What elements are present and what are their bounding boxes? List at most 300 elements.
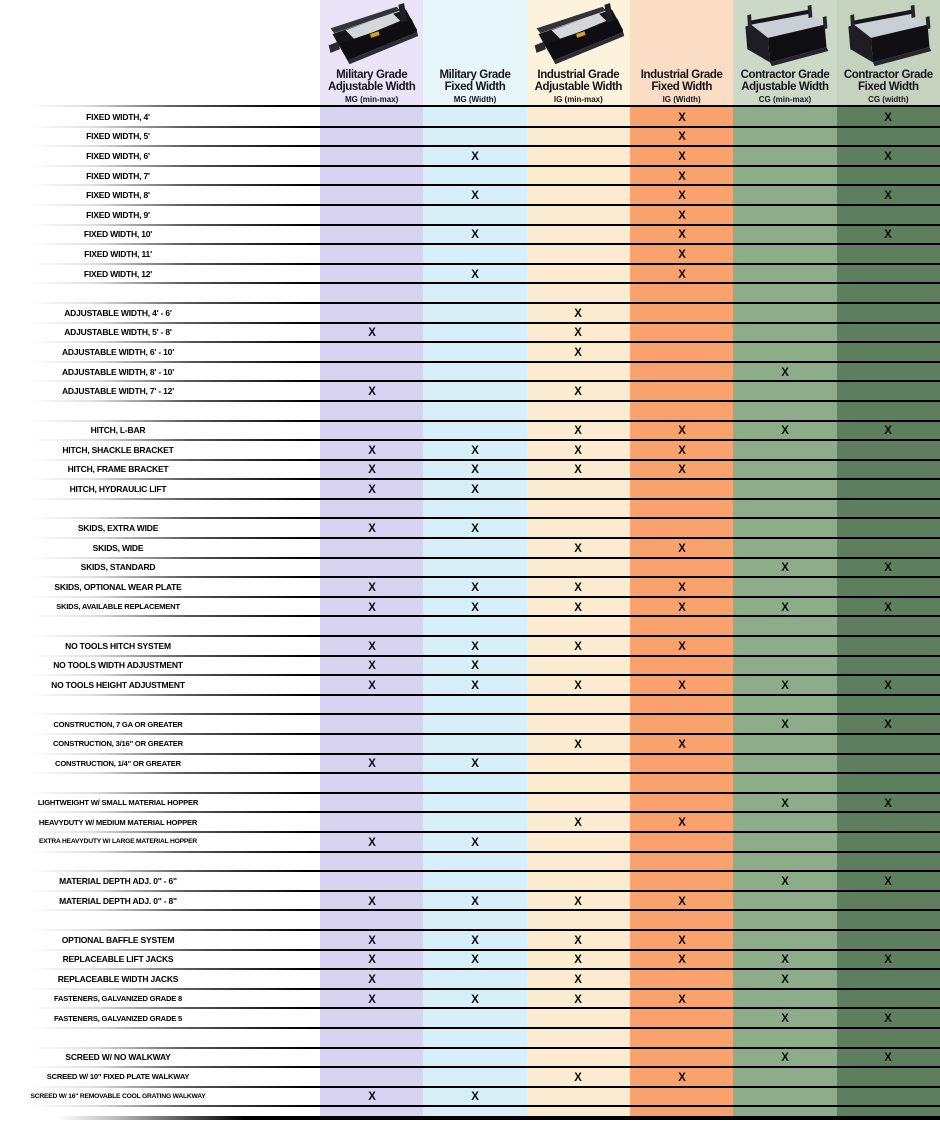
mark-cell-x-cg-adjustable [733,871,836,891]
mark-cell-empty-ig-adjustable [527,871,630,891]
mark-cell-empty-ig-fixed [630,303,733,323]
mark-cell-x-cg-adjustable [733,558,836,578]
mark-cell-empty-cg-fixed [837,518,940,538]
feature-label: SKIDS, STANDARD [80,562,156,573]
mark-cell-empty-ig-adjustable [527,518,630,538]
mark-cell-x-cg-fixed [837,146,940,166]
mark-cell-x-ig-fixed [630,440,733,460]
mark-cell-x-ig-fixed [630,538,733,558]
mark-cell-empty-cg-fixed [837,264,940,284]
mark-cell-x-mg-fixed [423,146,526,166]
x-mark: X [367,325,376,340]
mark-cell-x-mg-adjustable [320,381,423,401]
x-mark: X [574,580,583,595]
mark-cell-empty-cg-fixed [837,812,940,832]
x-mark: X [677,893,686,908]
mark-cell-x-cg-adjustable [733,1048,836,1068]
mark-cell-empty-ig-fixed [630,323,733,343]
mark-cell-x-ig-fixed [630,989,733,1009]
mark-cell-empty-cg-fixed [837,205,940,225]
x-mark: X [471,599,479,614]
mark-cell-empty-cg-fixed [837,1087,940,1107]
mark-cell-empty-cg-adjustable [733,440,836,460]
mark-cell-x-ig-adjustable [527,577,630,597]
mark-cell-x-ig-fixed [630,636,733,656]
mark-cell-empty-cg-fixed [837,989,940,1009]
mark-cell-x-ig-fixed [630,127,733,147]
column-header-cg-adjustable [733,0,836,107]
x-mark: X [884,227,893,242]
mark-cell-x-mg-adjustable [320,479,423,499]
mark-cell-x-mg-adjustable [320,930,423,950]
mark-cell-x-ig-fixed [630,812,733,832]
mark-cell-empty-ig-fixed [630,714,733,734]
mark-cell-empty-mg-fixed [423,558,526,578]
x-mark: X [677,188,686,203]
mark-cell-x-cg-fixed [837,107,940,127]
x-mark: X [471,658,479,673]
x-mark: X [884,423,893,438]
mark-cell-empty-cg-adjustable [733,930,836,950]
mark-cell-empty-cg-fixed [837,577,940,597]
x-mark: X [781,795,789,810]
feature-row [0,146,940,166]
mark-cell-x-mg-adjustable [320,754,423,774]
x-mark: X [884,148,893,163]
x-mark: X [471,756,479,771]
x-mark: X [471,266,479,281]
mark-cell-empty-mg-fixed [423,421,526,441]
mark-cell-x-cg-adjustable [733,969,836,989]
mark-cell-x-ig-fixed [630,1067,733,1087]
mark-cell-x-mg-fixed [423,1087,526,1107]
mark-cell-x-ig-adjustable [527,969,630,989]
mark-cell-empty-cg-adjustable [733,812,836,832]
mark-cell-x-mg-fixed [423,440,526,460]
mark-cell-x-mg-adjustable [320,656,423,676]
feature-row [0,793,940,813]
feature-row [0,714,940,734]
mark-cell-empty-ig-adjustable [527,146,630,166]
feature-label: FIXED WIDTH, 9' [86,209,150,220]
x-mark: X [677,168,686,183]
mark-cell-x-ig-fixed [630,166,733,186]
column-subtitle: IG (Width) [662,95,701,104]
x-mark: X [781,423,789,438]
mark-cell-empty-mg-adjustable [320,185,423,205]
mark-cell-empty-cg-fixed [837,734,940,754]
contractor-box-image [736,2,834,68]
x-mark: X [574,442,583,457]
feature-row [0,205,940,225]
mark-cell-x-mg-fixed [423,950,526,970]
feature-label: ADJUSTABLE WIDTH, 4' - 6' [64,307,172,318]
mark-cell-empty-ig-adjustable [527,127,630,147]
feature-label: HITCH, HYDRAULIC LIFT [69,484,167,495]
feature-label: FIXED WIDTH, 11' [84,248,152,259]
column-title-line2: Adjustable Width [327,80,416,93]
mark-cell-x-ig-adjustable [527,381,630,401]
feature-label: MATERIAL DEPTH ADJ. 0" - 8" [59,895,177,906]
mark-cell-x-cg-fixed [837,421,940,441]
x-mark: X [884,1050,893,1065]
x-mark: X [471,932,479,947]
mark-cell-x-ig-fixed [630,107,733,127]
mark-cell-empty-cg-adjustable [733,989,836,1009]
mark-cell-x-mg-fixed [423,754,526,774]
feature-label: FIXED WIDTH, 8' [86,190,150,201]
mark-cell-x-ig-adjustable [527,734,630,754]
mark-cell-x-cg-fixed [837,675,940,695]
mark-cell-empty-cg-fixed [837,538,940,558]
x-mark: X [884,1011,893,1026]
mark-cell-empty-mg-fixed [423,812,526,832]
feature-row [0,812,940,832]
x-mark: X [367,638,376,653]
mark-cell-x-ig-adjustable [527,440,630,460]
mark-cell-x-mg-adjustable [320,597,423,617]
group-gap-row [0,283,940,303]
mark-cell-x-cg-fixed [837,950,940,970]
mark-cell-x-ig-fixed [630,146,733,166]
mark-cell-empty-mg-fixed [423,107,526,127]
mark-cell-x-mg-fixed [423,225,526,245]
mark-cell-empty-ig-fixed [630,656,733,676]
mark-cell-empty-cg-adjustable [733,832,836,852]
mark-cell-empty-ig-adjustable [527,1048,630,1068]
mark-cell-x-mg-fixed [423,636,526,656]
feature-label: SKIDS, WIDE [92,542,144,553]
mark-cell-empty-cg-adjustable [733,342,836,362]
x-mark: X [781,364,789,379]
x-mark: X [367,580,376,595]
feature-row [0,518,940,538]
feature-row [0,264,940,284]
mark-cell-empty-cg-adjustable [733,518,836,538]
mark-cell-x-mg-fixed [423,264,526,284]
product-image-slot [838,0,938,68]
mark-cell-x-mg-adjustable [320,832,423,852]
x-mark: X [367,442,376,457]
mark-cell-empty-cg-fixed [837,244,940,264]
feature-label: MATERIAL DEPTH ADJ. 0" - 6" [59,875,177,886]
mark-cell-empty-cg-fixed [837,362,940,382]
mark-cell-empty-ig-adjustable [527,244,630,264]
mark-cell-x-cg-fixed [837,1048,940,1068]
x-mark: X [471,148,479,163]
x-mark: X [884,717,893,732]
mark-cell-empty-mg-adjustable [320,558,423,578]
x-mark: X [884,560,893,575]
mark-cell-empty-cg-adjustable [733,225,836,245]
feature-label: FIXED WIDTH, 4' [86,111,150,122]
feature-label: FASTENERS, GALVANIZED GRADE 5 [53,1013,183,1023]
feature-row [0,636,940,656]
feature-table [0,107,940,1106]
mark-cell-empty-mg-fixed [423,1048,526,1068]
mark-cell-empty-mg-adjustable [320,1008,423,1028]
x-mark: X [574,423,583,438]
feature-label: HEAVYDUTY W/ MEDIUM MATERIAL HOPPER [38,817,198,827]
column-subtitle: IG (min-max) [553,95,603,104]
mark-cell-empty-cg-adjustable [733,460,836,480]
mark-cell-empty-cg-adjustable [733,479,836,499]
x-mark: X [781,599,789,614]
mark-cell-x-ig-adjustable [527,597,630,617]
mark-cell-x-cg-adjustable [733,362,836,382]
feature-row [0,734,940,754]
column-title-line2: Fixed Width [444,80,506,93]
feature-row [0,421,940,441]
x-mark: X [574,599,583,614]
x-mark: X [367,482,376,497]
column-title-line2: Adjustable Width [741,80,829,93]
x-mark: X [574,893,583,908]
mark-cell-empty-cg-adjustable [733,1087,836,1107]
x-mark: X [367,462,376,477]
bottom-border-line [0,1116,940,1120]
column-header-mg-fixed [423,0,526,107]
x-mark: X [367,834,376,849]
x-mark: X [367,599,376,614]
x-mark: X [574,736,583,751]
mark-cell-x-ig-adjustable [527,675,630,695]
mark-cell-x-mg-adjustable [320,675,423,695]
column-title-line2: Adjustable Width [534,80,623,93]
feature-row [0,989,940,1009]
mark-cell-empty-cg-fixed [837,930,940,950]
mark-cell-empty-cg-fixed [837,479,940,499]
mark-cell-empty-mg-adjustable [320,421,423,441]
column-title-line1: Industrial Grade [537,68,620,81]
group-gap-row [0,695,940,715]
mark-cell-x-ig-adjustable [527,421,630,441]
x-mark: X [574,325,583,340]
mark-cell-empty-ig-adjustable [527,1008,630,1028]
x-mark: X [884,678,893,693]
mark-cell-empty-ig-adjustable [527,558,630,578]
feature-label: SCREED W/ 10" FIXED PLATE WALKWAY [46,1072,190,1082]
mark-cell-empty-cg-fixed [837,381,940,401]
mark-cell-empty-mg-adjustable [320,166,423,186]
feature-row [0,969,940,989]
mark-cell-empty-mg-adjustable [320,342,423,362]
mark-cell-x-mg-fixed [423,930,526,950]
mark-cell-x-ig-adjustable [527,1067,630,1087]
mark-cell-empty-mg-fixed [423,323,526,343]
feature-label: CONSTRUCTION, 1/4" OR GREATER [55,758,181,768]
mark-cell-empty-ig-fixed [630,969,733,989]
x-mark: X [677,109,686,124]
mark-cell-x-mg-adjustable [320,891,423,911]
x-mark: X [471,678,479,693]
feature-row [0,1048,940,1068]
mark-cell-empty-cg-fixed [837,1067,940,1087]
adjustable-screed-image [323,2,421,68]
mark-cell-x-ig-adjustable [527,989,630,1009]
feature-label: FIXED WIDTH, 7' [86,170,150,181]
mark-cell-x-mg-adjustable [320,989,423,1009]
x-mark: X [677,1069,686,1084]
mark-cell-x-ig-fixed [630,577,733,597]
x-mark: X [781,952,789,967]
mark-cell-empty-mg-adjustable [320,1048,423,1068]
mark-cell-empty-cg-adjustable [733,107,836,127]
x-mark: X [471,952,479,967]
group-gap-row [0,852,940,872]
mark-cell-empty-cg-adjustable [733,264,836,284]
mark-cell-empty-ig-fixed [630,1048,733,1068]
mark-cell-x-ig-fixed [630,597,733,617]
mark-cell-empty-ig-fixed [630,558,733,578]
mark-cell-x-mg-fixed [423,518,526,538]
mark-cell-empty-mg-fixed [423,342,526,362]
mark-cell-empty-mg-fixed [423,969,526,989]
mark-cell-empty-cg-fixed [837,166,940,186]
mark-cell-empty-mg-fixed [423,1067,526,1087]
mark-cell-x-ig-fixed [630,185,733,205]
mark-cell-x-cg-fixed [837,871,940,891]
mark-cell-x-mg-fixed [423,479,526,499]
column-title-line1: Contractor Grade [843,68,933,81]
x-mark: X [781,1011,789,1026]
mark-cell-empty-ig-adjustable [527,107,630,127]
mark-cell-empty-ig-adjustable [527,264,630,284]
mark-cell-empty-cg-adjustable [733,381,836,401]
mark-cell-x-ig-fixed [630,675,733,695]
feature-label: HITCH, FRAME BRACKET [67,464,169,475]
mark-cell-x-mg-adjustable [320,323,423,343]
x-mark: X [574,462,583,477]
mark-cell-x-cg-fixed [837,558,940,578]
mark-cell-x-mg-adjustable [320,950,423,970]
mark-cell-empty-ig-fixed [630,793,733,813]
feature-label: ADJUSTABLE WIDTH, 6' - 10' [61,346,175,357]
feature-row [0,479,940,499]
x-mark: X [367,756,376,771]
x-mark: X [781,1050,789,1065]
mark-cell-x-mg-fixed [423,185,526,205]
x-mark: X [471,442,479,457]
mark-cell-empty-ig-fixed [630,479,733,499]
x-mark: X [574,815,583,830]
feature-label: REPLACEABLE WIDTH JACKS [57,973,179,984]
mark-cell-x-mg-adjustable [320,577,423,597]
mark-cell-x-ig-fixed [630,244,733,264]
x-mark: X [677,462,686,477]
mark-cell-empty-ig-fixed [630,871,733,891]
x-mark: X [677,638,686,653]
x-mark: X [677,148,686,163]
feature-label: REPLACEABLE LIFT JACKS [62,954,174,965]
mark-cell-empty-cg-adjustable [733,1067,836,1087]
mark-cell-x-ig-adjustable [527,323,630,343]
feature-label: CONSTRUCTION, 3/16" OR GREATER [53,739,183,749]
x-mark: X [781,717,789,732]
mark-cell-x-mg-adjustable [320,518,423,538]
mark-cell-x-ig-adjustable [527,303,630,323]
mark-cell-x-cg-adjustable [733,793,836,813]
mark-cell-empty-mg-adjustable [320,127,423,147]
feature-row [0,891,940,911]
mark-cell-empty-cg-adjustable [733,577,836,597]
adjustable-screed-image [529,2,627,68]
mark-cell-empty-mg-fixed [423,166,526,186]
group-gap-row [0,499,940,519]
x-mark: X [884,109,893,124]
column-subtitle: MG (min-max) [344,95,399,104]
mark-cell-empty-cg-fixed [837,303,940,323]
mark-cell-empty-mg-adjustable [320,1067,423,1087]
mark-cell-x-mg-fixed [423,460,526,480]
feature-row [0,656,940,676]
feature-row [0,930,940,950]
mark-cell-empty-ig-fixed [630,342,733,362]
mark-cell-empty-mg-fixed [423,538,526,558]
mark-cell-x-ig-fixed [630,891,733,911]
mark-cell-empty-ig-adjustable [527,832,630,852]
mark-cell-x-cg-adjustable [733,950,836,970]
mark-cell-x-mg-fixed [423,989,526,1009]
feature-label: SKIDS, AVAILABLE REPLACEMENT [56,602,180,612]
mark-cell-empty-ig-fixed [630,1087,733,1107]
feature-row [0,303,940,323]
x-mark: X [367,893,376,908]
feature-row [0,1067,940,1087]
x-mark: X [574,384,583,399]
column-header-ig-adjustable [527,0,630,107]
column-title-line1: Military Grade [336,68,408,81]
feature-label: FIXED WIDTH, 10' [83,229,153,240]
mark-cell-empty-cg-adjustable [733,734,836,754]
mark-cell-empty-mg-adjustable [320,734,423,754]
mark-cell-empty-mg-fixed [423,303,526,323]
x-mark: X [471,227,479,242]
mark-cell-empty-cg-adjustable [733,891,836,911]
mark-cell-x-mg-fixed [423,597,526,617]
x-mark: X [677,129,686,144]
mark-cell-empty-ig-adjustable [527,166,630,186]
mark-cell-x-ig-adjustable [527,950,630,970]
feature-row [0,127,940,147]
x-mark: X [367,971,376,986]
product-image-slot [322,0,422,68]
mark-cell-empty-ig-adjustable [527,754,630,774]
mark-cell-empty-cg-adjustable [733,166,836,186]
mark-cell-empty-mg-adjustable [320,264,423,284]
x-mark: X [471,893,479,908]
mark-cell-x-mg-fixed [423,675,526,695]
mark-cell-x-mg-adjustable [320,460,423,480]
x-mark: X [677,442,686,457]
x-mark: X [677,423,686,438]
column-header-mg-adjustable [320,0,423,107]
mark-cell-empty-mg-adjustable [320,793,423,813]
feature-row [0,166,940,186]
mark-cell-empty-mg-fixed [423,871,526,891]
column-subtitle: CG (width) [868,95,909,104]
feature-row [0,185,940,205]
feature-row [0,871,940,891]
mark-cell-empty-mg-fixed [423,244,526,264]
mark-cell-empty-ig-adjustable [527,205,630,225]
column-subtitle: CG (min-max) [758,95,812,104]
header-divider-line [0,105,940,107]
x-mark: X [471,188,479,203]
feature-row [0,577,940,597]
feature-row [0,950,940,970]
mark-cell-empty-ig-fixed [630,832,733,852]
